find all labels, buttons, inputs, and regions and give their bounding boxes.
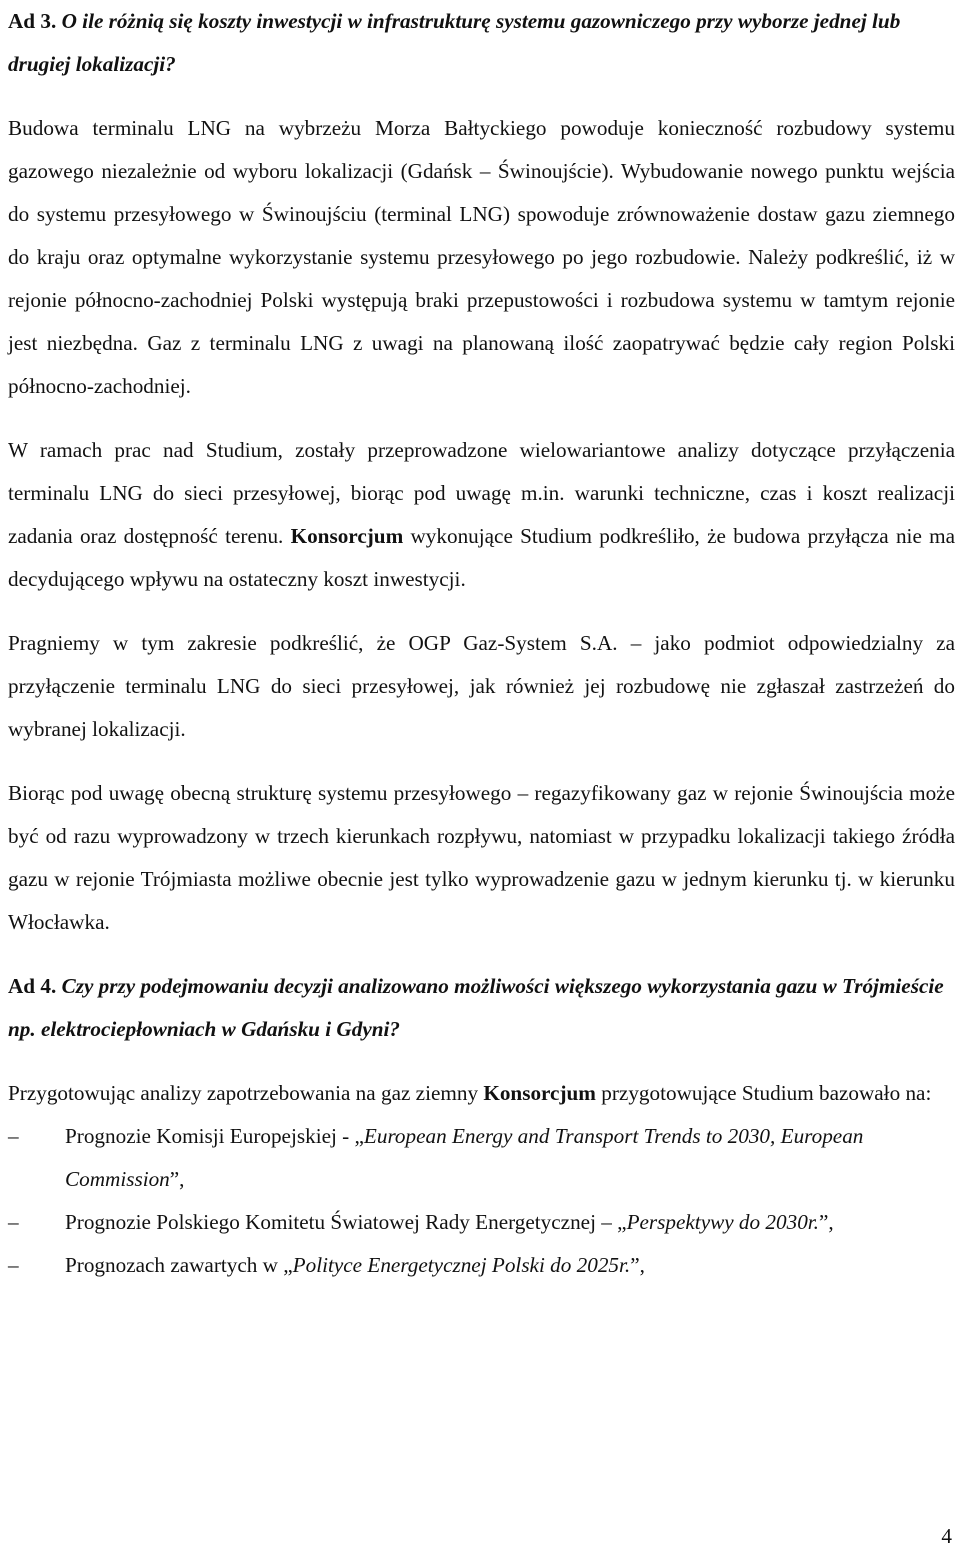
- konsorcjum-bold: Konsorcjum: [290, 524, 404, 548]
- list-item: – Prognozach zawartych w „Polityce Energetycznej Polski do 2025r.”,: [8, 1244, 955, 1287]
- konsorcjum-bold-2: Konsorcjum: [483, 1081, 596, 1105]
- dash-marker: –: [8, 1253, 19, 1277]
- paragraph-studium-analysis: W ramach prac nad Studium, zostały przeprowadzone wielowariantowe analizy dotyczące przyłączenia terminalu LNG do sieci przesyłowej, biorąc pod uwagę m.in. warunki techniczne, czas i koszt realizacji zadania oraz dostępność terenu. Konsorcjum wykonujące Studium podkreśliło, że budowa przyłącza nie ma decydującego wpływu na ostateczny koszt inwestycji.: [8, 438, 955, 591]
- list-item: – Prognozie Komisji Europejskiej - „European Energy and Transport Trends to 2030, European Commission”,: [8, 1115, 955, 1201]
- page-number: 4: [941, 1524, 952, 1548]
- list-item: – Prognozie Polskiego Komitetu Światowej Rady Energetycznej – „Perspektywy do 2030r.”,: [8, 1201, 955, 1244]
- paragraph-lng-expansion: Budowa terminalu LNG na wybrzeżu Morza Bałtyckiego powoduje konieczność rozbudowy systemu gazowego niezależnie od wyboru lokalizacji (Gdańsk – Świnoujście). Wybudowanie nowego punktu wejścia do systemu przesyłowego w Świnoujściu (terminal LNG) spowoduje zrównoważenie dostaw gazu ziemnego do kraju oraz optymalne wykorzystanie systemu przesyłowego po jego rozbudowie. Należy podkreślić, iż w rejonie północno-zachodniej Polski występują braki przepustowości i rozbudowa systemu w tamtym rejonie jest niezbędna. Gaz z terminalu LNG z uwagi na planowaną ilość zaopatrywać będzie cały region Polski północno-zachodniej.: [8, 116, 955, 398]
- dash-marker: –: [8, 1210, 19, 1234]
- page-content: [8, 0, 955, 1287]
- dash-marker: –: [8, 1124, 19, 1148]
- forecast-list: [8, 1115, 955, 1287]
- section-3-heading: Ad 3. O ile różnią się koszty inwestycji w infrastrukturę systemu gazowniczego przy wyborze jednej lub drugiej lokalizacji?: [8, 9, 901, 76]
- paragraph-demand-analysis: Przygotowując analizy zapotrzebowania na gaz ziemny Konsorcjum przygotowujące Studium bazowało na:: [8, 1081, 932, 1105]
- section-4-heading: Ad 4. Czy przy podejmowaniu decyzji analizowano możliwości większego wykorzystania gazu w Trójmieście np. elektrociepłowniach w Gdańsku i Gdyni?: [8, 974, 944, 1041]
- paragraph-gaz-system: Pragniemy w tym zakresie podkreślić, że OGP Gaz-System S.A. – jako podmiot odpowiedzialny za przyłączenie terminalu LNG do sieci przesyłowej, jak również jej rozbudowę nie zgłaszał zastrzeżeń do wybranej lokalizacji.: [8, 631, 955, 741]
- paragraph-transmission-structure: Biorąc pod uwagę obecną strukturę systemu przesyłowego – regazyfikowany gaz w rejonie Świnoujścia może być od razu wyprowadzony w trzech kierunkach rozpływu, natomiast w przypadku lokalizacji takiego źródła gazu w rejonie Trójmiasta możliwe obecnie jest tylko wyprowadzenie gazu w jednym kierunku tj. w kierunku Włocławka.: [8, 781, 955, 934]
- section-3-question: O ile różnią się koszty inwestycji w infrastrukturę systemu gazowniczego przy wyborze jednej lub drugiej lokalizacji?: [8, 9, 901, 76]
- section-4-question: Czy przy podejmowaniu decyzji analizowano możliwości większego wykorzystania gazu w Trójmieście np. elektrociepłowniach w Gdańsku i Gdyni?: [8, 974, 944, 1041]
